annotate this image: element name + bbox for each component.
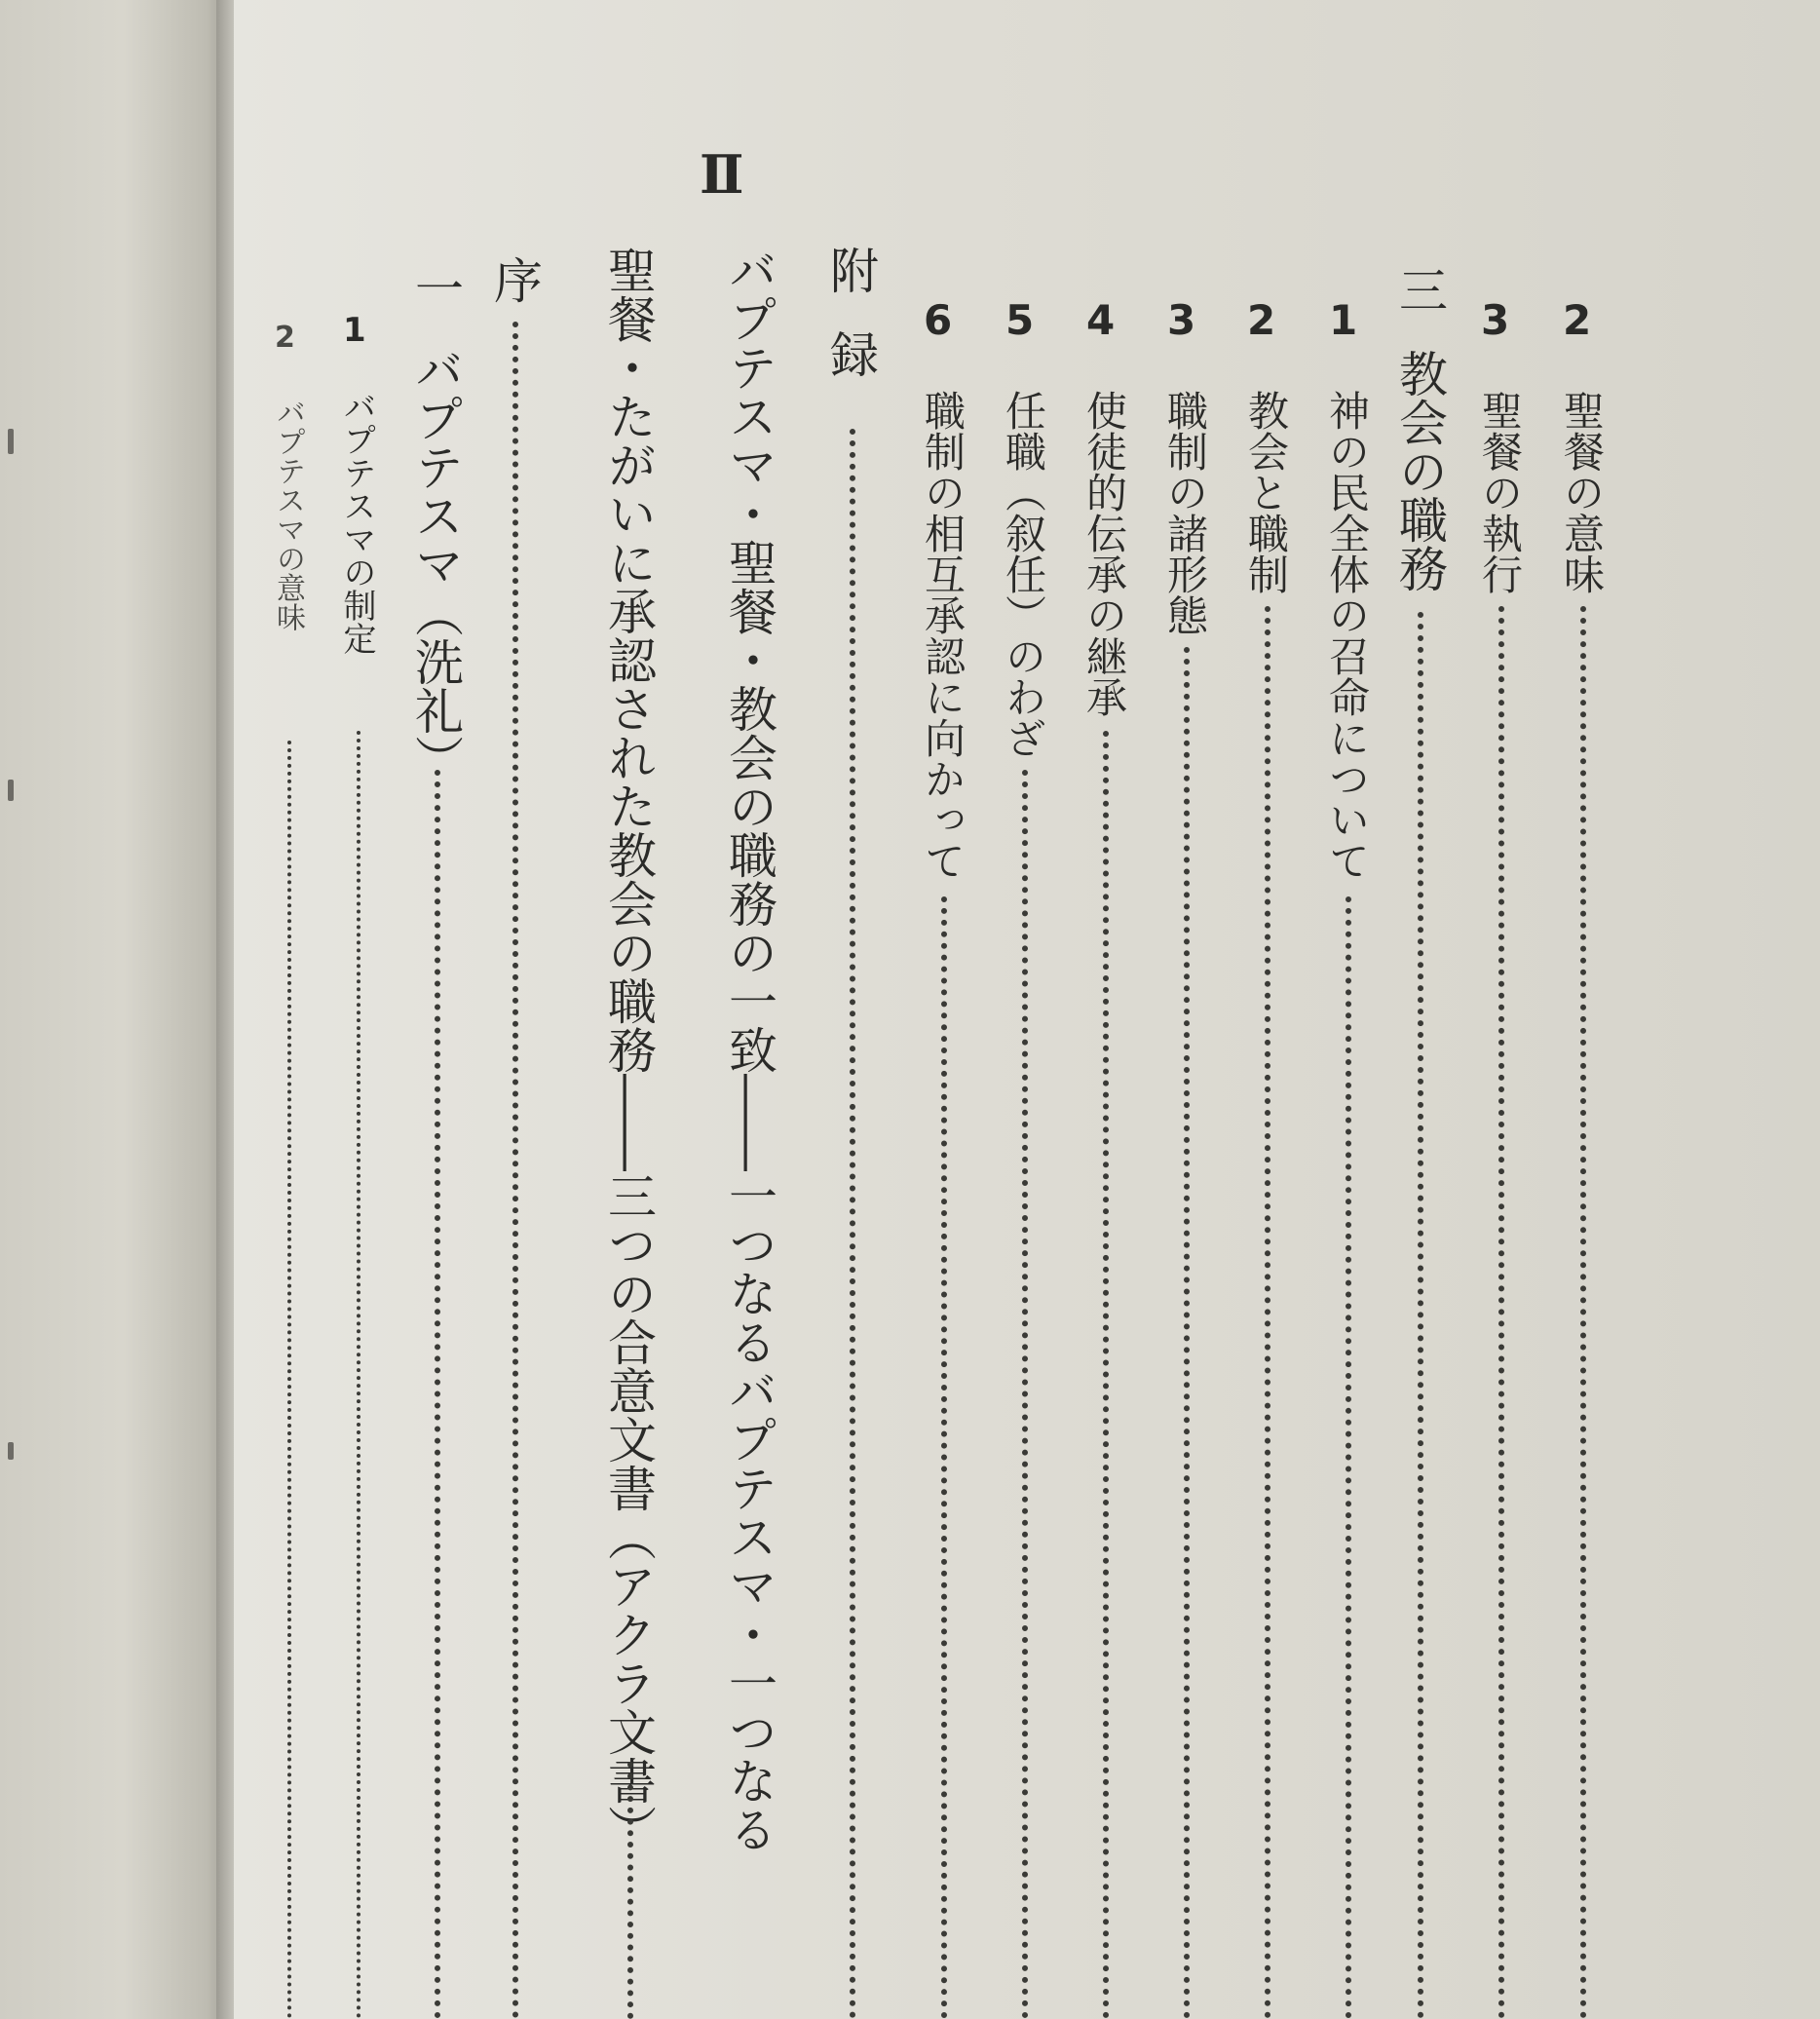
dot-leader [1184, 647, 1190, 2019]
dot-leader [850, 429, 855, 2019]
entry-number: 2 [275, 321, 295, 355]
entry-number: 4 [1086, 296, 1116, 344]
dot-leader [941, 896, 947, 2019]
left-page [0, 0, 224, 2019]
dot-leader [435, 770, 440, 2019]
book-gutter [216, 0, 236, 2019]
dot-leader [287, 741, 291, 2019]
entry-number: 5 [1005, 296, 1035, 344]
dot-leader [1022, 770, 1028, 2019]
dot-leader [1265, 606, 1270, 2019]
entry-title: 聖餐の意味 [1558, 390, 1606, 594]
part-title-line-2: 聖餐・たがいに承認された教会の職務――三つの合意文書（アクラ文書） [600, 246, 657, 1853]
dot-leader [1103, 731, 1109, 2019]
section-number: 三 [1391, 265, 1448, 314]
entry-number: 1 [343, 311, 366, 350]
entry-number: 2 [1247, 296, 1276, 344]
entry-number: 3 [1167, 296, 1196, 344]
appendix-title: 附録 [822, 246, 879, 413]
dot-leader [1580, 606, 1586, 2019]
entry-number: 2 [1563, 296, 1592, 344]
table-of-contents-page [234, 0, 1820, 2019]
part-number: Ⅱ [700, 143, 744, 206]
section-title: 教会の職務 [1391, 349, 1448, 592]
preface-title: 序 [486, 255, 543, 304]
dot-leader [1418, 612, 1423, 2019]
dot-leader [1498, 606, 1504, 2019]
section-number: 一 [407, 263, 464, 312]
dot-leader [627, 1762, 633, 2019]
section-title: バプテスマ（洗礼） [407, 345, 464, 783]
entry-title: 神の民全体の召命について [1323, 390, 1371, 881]
entry-number: 1 [1329, 296, 1358, 344]
left-page-edge-mark [8, 429, 14, 454]
dot-leader [1346, 896, 1351, 2019]
left-page-edge-mark [8, 1442, 14, 1460]
part-title-line-1: バプテスマ・聖餐・教会の職務の一致――一つなるバプテスマ・一つなる [721, 246, 777, 1853]
dot-leader [512, 322, 518, 2019]
entry-number: 3 [1481, 296, 1510, 344]
entry-title: バプテスマの制定 [337, 390, 376, 655]
entry-title: 任職（叙任）のわざ [1000, 390, 1047, 758]
entry-title: バプテスマの意味 [271, 398, 305, 631]
left-page-edge-mark [8, 780, 14, 801]
entry-title: 教会と職制 [1242, 390, 1290, 594]
entry-title: 使徒的伝承の継承 [1081, 390, 1128, 717]
entry-title: 職制の相互承認に向かって [919, 390, 967, 881]
dot-leader [357, 731, 360, 2019]
entry-title: 職制の諸形態 [1161, 390, 1209, 635]
entry-title: 聖餐の執行 [1476, 390, 1524, 594]
entry-number: 6 [924, 296, 953, 344]
